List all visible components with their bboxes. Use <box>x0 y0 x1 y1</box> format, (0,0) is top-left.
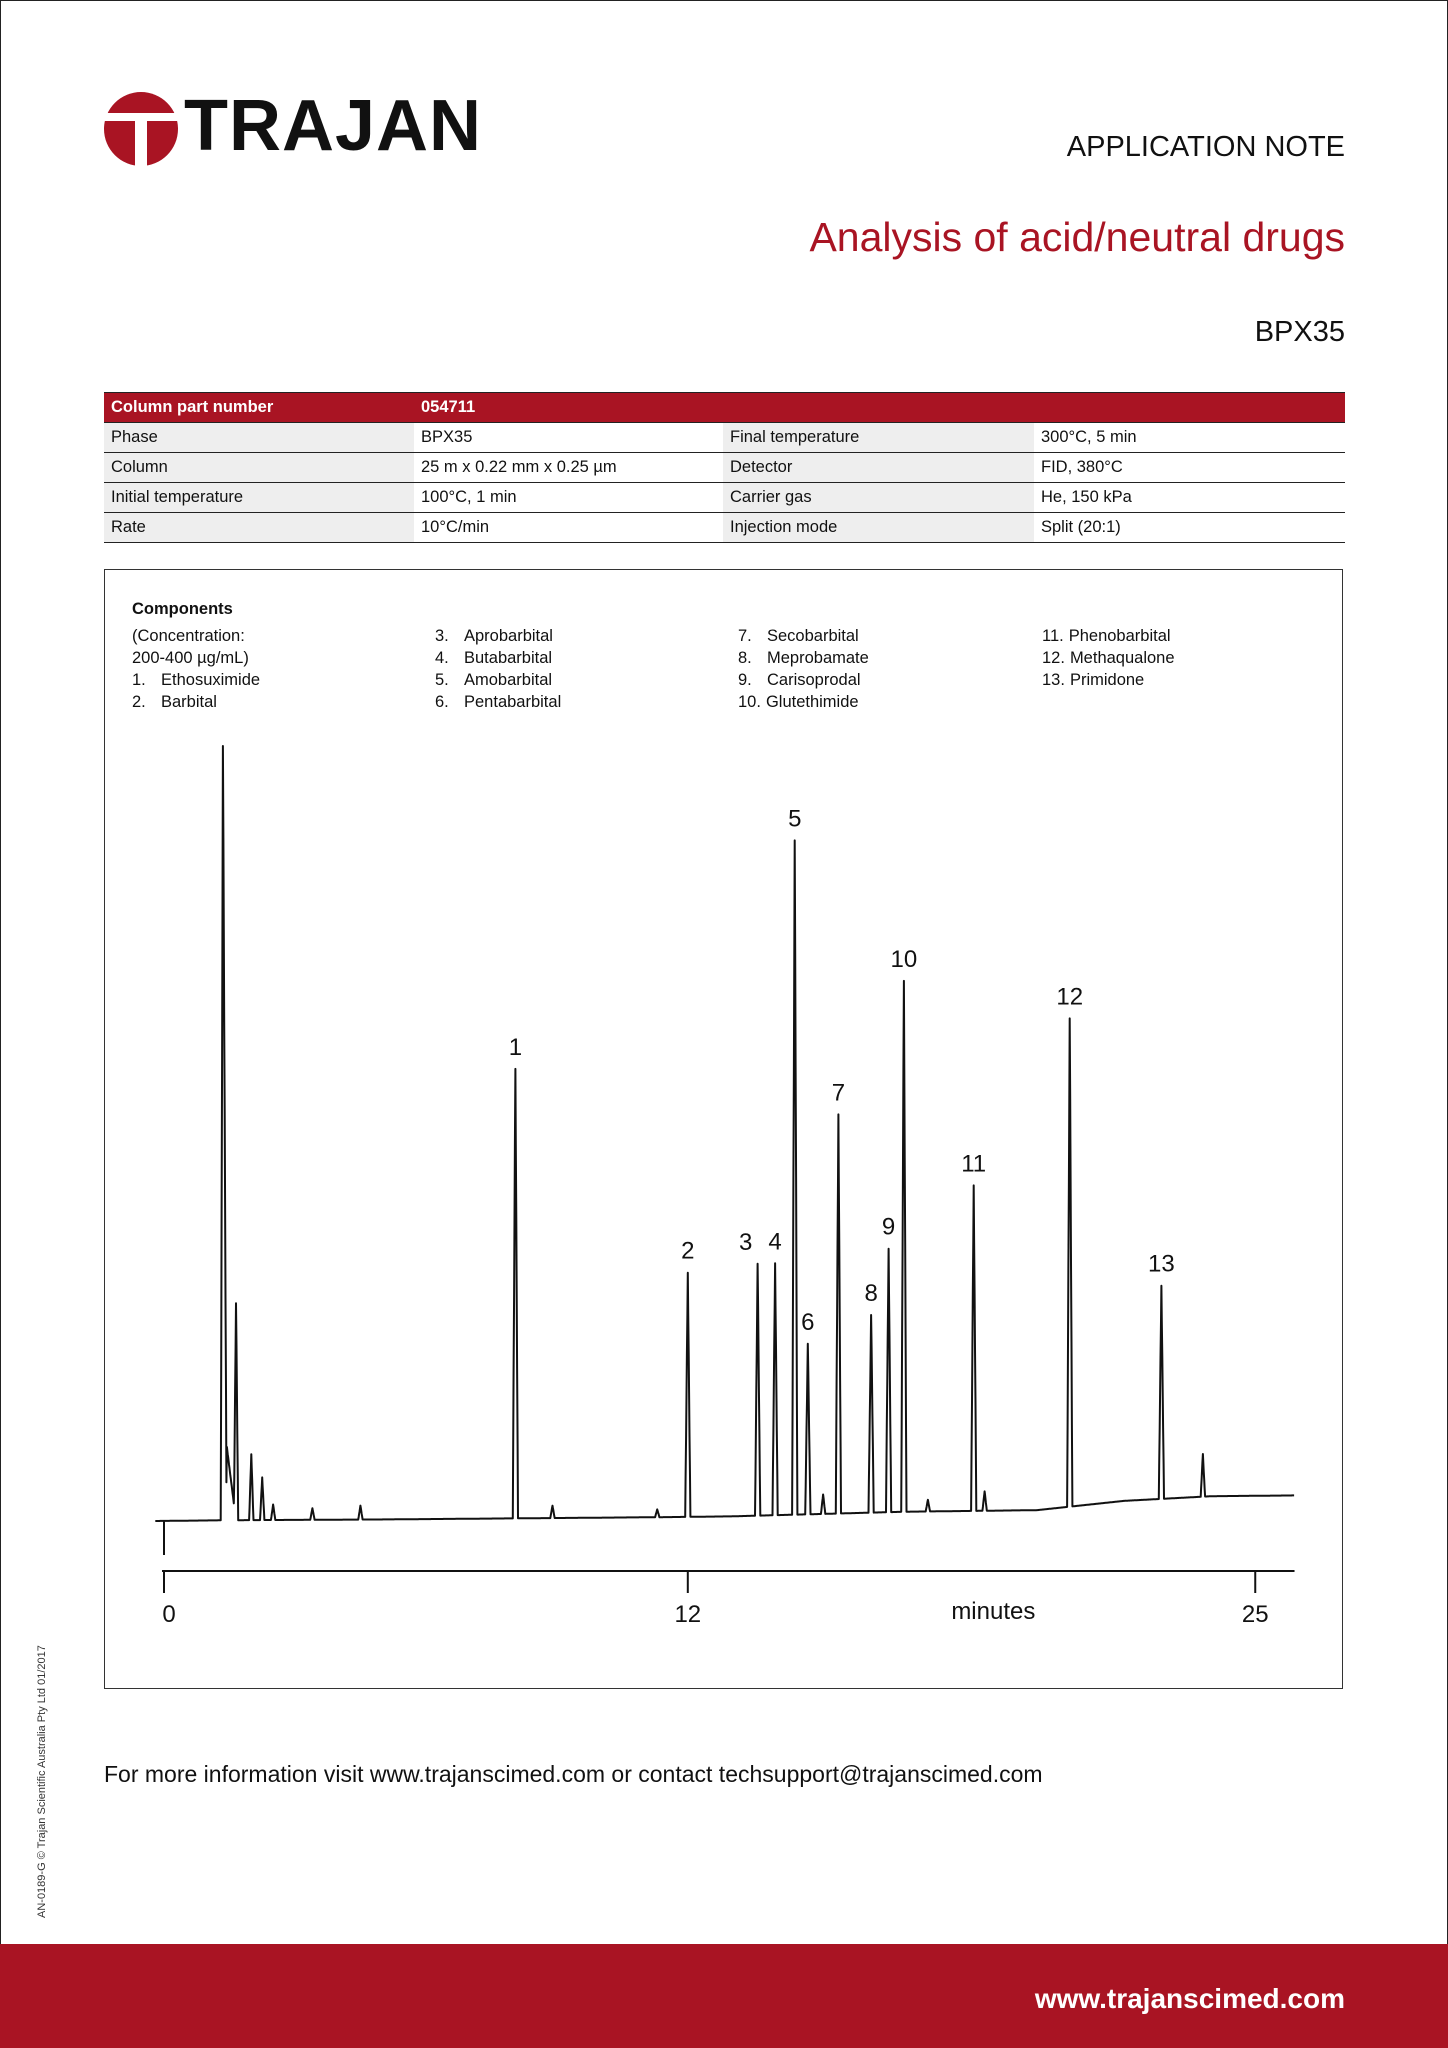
table-row <box>104 483 1345 513</box>
column-part-number-value: 054711 <box>414 393 723 423</box>
component-number: 5. <box>435 671 449 689</box>
param-label: Rate <box>104 513 414 543</box>
param-label: Final temperature <box>723 423 1034 453</box>
table-row <box>104 453 1345 483</box>
table-row <box>104 513 1345 543</box>
document-type: APPLICATION NOTE <box>1066 131 1345 163</box>
peak-label-7: 7 <box>831 1079 846 1107</box>
param-label: Injection mode <box>723 513 1034 543</box>
component-name: Carisoprodal <box>767 671 861 689</box>
component-name: Phenobarbital <box>1068 627 1171 645</box>
component-name: Methaqualone <box>1069 649 1175 667</box>
component-name: Barbital <box>161 693 217 711</box>
component-number: 6. <box>435 693 449 711</box>
peak-label-9: 9 <box>881 1213 896 1241</box>
header-empty-cell <box>723 393 1034 423</box>
component-name: Meprobamate <box>767 649 869 667</box>
trajan-t-logo-icon <box>104 92 178 166</box>
x-tick-label-12: 12 <box>674 1601 702 1628</box>
peak-label-13: 13 <box>1148 1250 1175 1278</box>
component-number: 2. <box>132 693 146 711</box>
component-number: 11. <box>1042 627 1064 645</box>
x-tick-label-25: 25 <box>1241 1601 1269 1628</box>
logo-wordmark: TRAJAN <box>184 86 483 166</box>
param-value: 100°C, 1 min <box>414 483 723 513</box>
concentration-note: (Concentration: <box>132 627 245 645</box>
component-number: 8. <box>738 649 752 667</box>
param-label: Initial temperature <box>104 483 414 513</box>
component-name: Primidone <box>1069 671 1145 689</box>
component-name: Ethosuximide <box>161 671 261 689</box>
components-heading: Components <box>132 600 233 618</box>
copyright-notice: AN-0189-G © Trajan Scientific Australia Pty Ltd 01/2017 <box>36 1645 48 1918</box>
footer-contact-info: For more information visit www.trajanscimed.com or contact techsupport@trajanscimed.com <box>104 1761 1043 1787</box>
component-number: 1. <box>132 671 146 689</box>
param-value: BPX35 <box>414 423 723 453</box>
component-name: Amobarbital <box>464 671 553 689</box>
component-number: 9. <box>738 671 752 689</box>
peak-label-1: 1 <box>508 1033 523 1061</box>
param-label: Detector <box>723 453 1034 483</box>
header-empty-cell <box>1034 393 1345 423</box>
peak-label-5: 5 <box>788 805 802 833</box>
param-value: 25 m x 0.22 mm x 0.25 µm <box>414 453 723 483</box>
peak-label-2: 2 <box>681 1237 695 1265</box>
peak-label-6: 6 <box>801 1308 815 1336</box>
page-subtitle: BPX35 <box>1254 316 1345 348</box>
peak-label-11: 11 <box>961 1150 987 1178</box>
component-name: Pentabarbital <box>464 693 562 711</box>
param-value: 10°C/min <box>414 513 723 543</box>
param-value: He, 150 kPa <box>1034 483 1345 513</box>
peak-label-4: 4 <box>768 1228 782 1256</box>
param-label: Phase <box>104 423 414 453</box>
x-tick-label-0: 0 <box>162 1601 176 1628</box>
param-value: FID, 380°C <box>1034 453 1345 483</box>
param-value: 300°C, 5 min <box>1034 423 1345 453</box>
peak-label-8: 8 <box>864 1280 878 1308</box>
component-name: Aprobarbital <box>464 627 553 645</box>
component-number: 10. <box>738 693 761 711</box>
chromatogram-chart <box>105 570 1341 1687</box>
chromatogram-trace <box>155 746 1294 1521</box>
component-number: 7. <box>738 627 752 645</box>
component-number: 13. <box>1042 671 1065 689</box>
component-name: Secobarbital <box>767 627 859 645</box>
table-row <box>104 423 1345 453</box>
column-part-number-label: Column part number <box>104 393 414 423</box>
x-axis-label: minutes <box>951 1598 1036 1625</box>
peak-label-12: 12 <box>1056 983 1084 1011</box>
component-name: Glutethimide <box>765 693 859 711</box>
footer-website-link[interactable]: www.trajanscimed.com <box>1034 1983 1345 2014</box>
footer-bar <box>0 1944 1448 2048</box>
concentration-note: 200-400 µg/mL) <box>132 649 249 667</box>
param-label: Column <box>104 453 414 483</box>
component-number: 3. <box>435 627 449 645</box>
chromatogram-panel <box>104 569 1343 1689</box>
page-title: Analysis of acid/neutral drugs <box>809 214 1345 260</box>
peak-label-10: 10 <box>890 945 918 973</box>
component-number: 12. <box>1042 649 1065 667</box>
param-label: Carrier gas <box>723 483 1034 513</box>
method-parameters-table <box>104 392 1345 543</box>
component-name: Butabarbital <box>464 649 553 667</box>
logo <box>104 86 483 168</box>
peak-label-3: 3 <box>738 1228 753 1256</box>
table-header-row <box>104 393 1345 423</box>
param-value: Split (20:1) <box>1034 513 1345 543</box>
component-number: 4. <box>435 649 449 667</box>
